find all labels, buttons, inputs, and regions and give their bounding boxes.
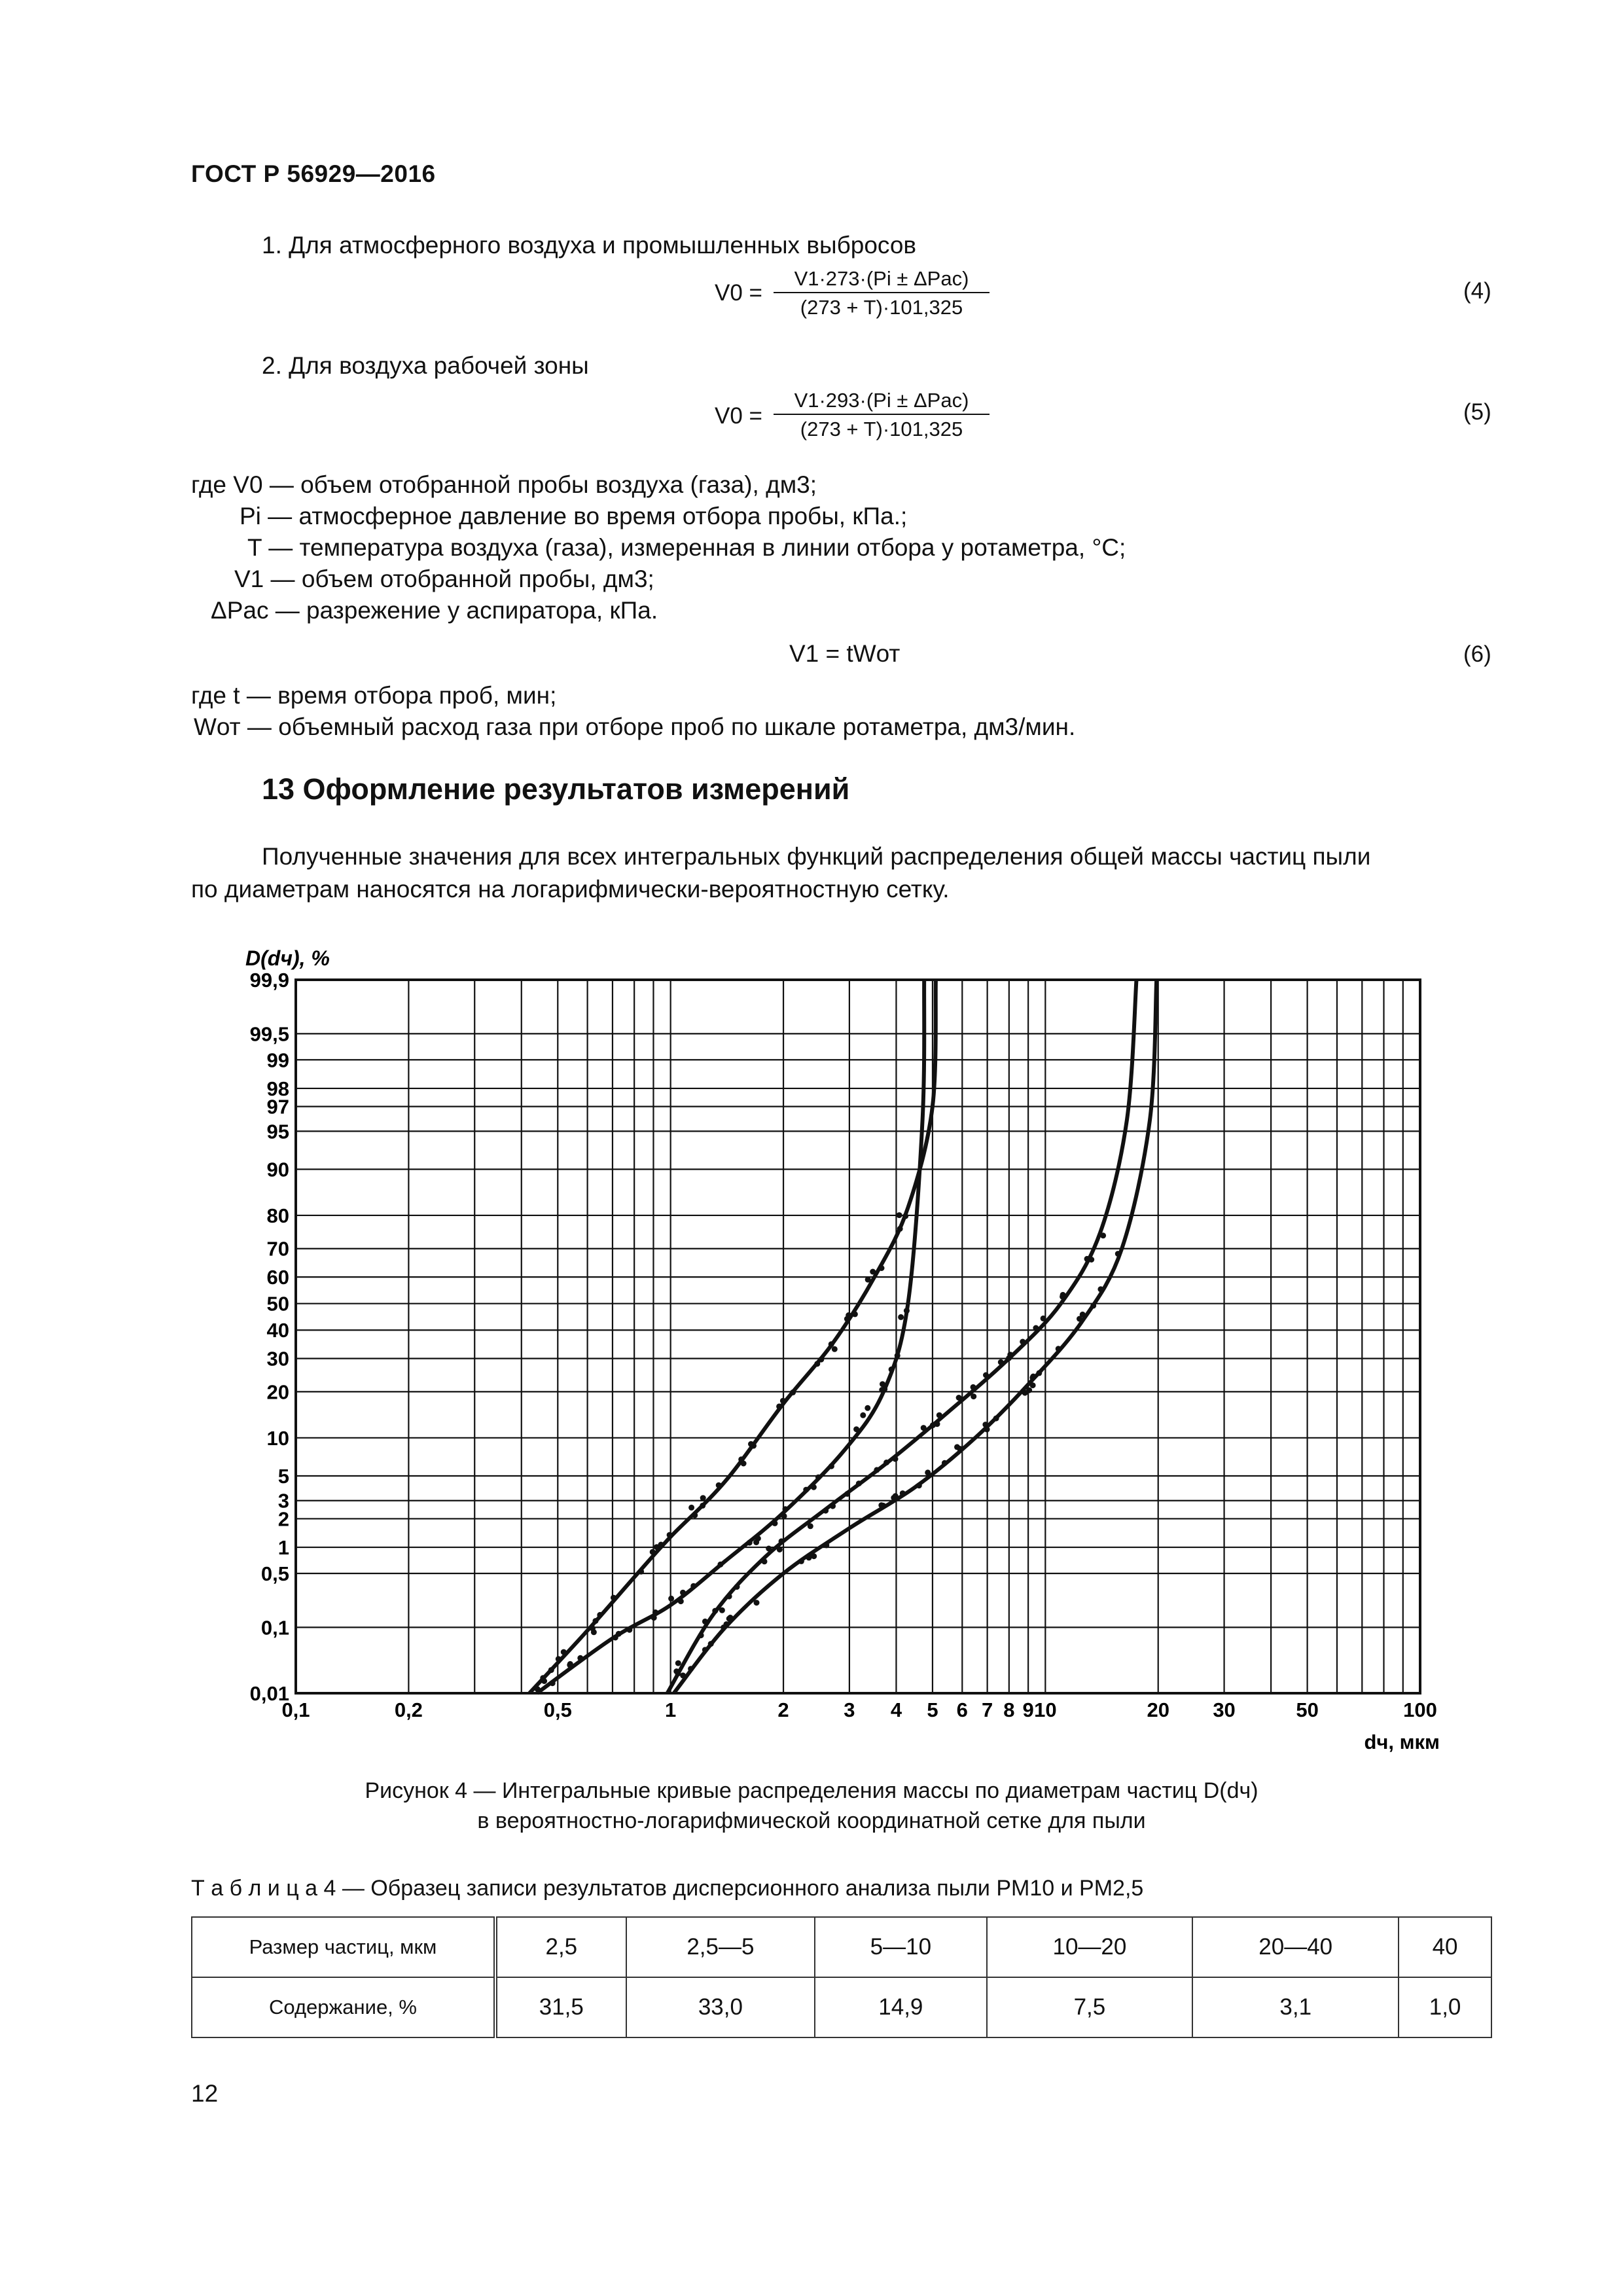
data-point (916, 1482, 922, 1488)
y-tick-label: 60 (266, 1266, 289, 1289)
data-point (777, 1547, 783, 1552)
data-point (829, 1463, 834, 1469)
data-point (897, 1212, 902, 1218)
content-cell: 33,0 (626, 1977, 815, 2037)
data-point (680, 1672, 686, 1678)
x-tick-label: 5 (927, 1698, 938, 1721)
series-line-curve-2 (537, 980, 925, 1693)
data-point (814, 1361, 820, 1367)
paragraph-line-2: по диаметрам наносятся на логарифмически-вероятностную сетку. (191, 876, 950, 903)
data-point (823, 1508, 829, 1514)
data-point (548, 1667, 554, 1673)
data-point (724, 1621, 730, 1627)
data-point (984, 1427, 990, 1433)
y-tick-label: 0,5 (260, 1562, 289, 1586)
data-point (702, 1619, 708, 1624)
data-point (590, 1625, 596, 1631)
data-point (865, 1405, 870, 1411)
y-tick-label: 10 (266, 1426, 289, 1450)
data-point (809, 1552, 815, 1558)
data-point (883, 1460, 889, 1465)
data-point (956, 1395, 962, 1401)
x-tick-label: 30 (1213, 1698, 1236, 1721)
data-point (898, 1314, 904, 1320)
formula5-denominator: (273 + T)·101,325 (800, 418, 963, 440)
data-point (650, 1549, 656, 1555)
data-point (865, 1277, 871, 1283)
data-point (741, 1461, 747, 1467)
x-tick-label: 0,2 (394, 1698, 423, 1721)
data-point (611, 1595, 616, 1601)
data-point (567, 1662, 573, 1668)
y-tick-label: 98 (266, 1077, 289, 1100)
y-tick-label: 70 (266, 1237, 289, 1261)
formula4-numerator: V1·273·(Pi ± ΔPас) (774, 267, 990, 293)
content-cell: 7,5 (987, 1977, 1193, 2037)
formula4-number: (4) (1463, 278, 1491, 304)
size-cell: 2,5—5 (626, 1917, 815, 1977)
size-cell: 2,5 (495, 1917, 626, 1977)
data-point (1077, 1316, 1082, 1322)
data-point (1100, 1232, 1106, 1238)
data-point (658, 1542, 664, 1548)
data-point (853, 1426, 859, 1432)
x-tick-label: 0,1 (281, 1698, 310, 1721)
content-cell: 1,0 (1399, 1977, 1491, 2037)
y-tick-label: 90 (266, 1158, 289, 1181)
data-point (1115, 1251, 1121, 1257)
data-point (815, 1475, 821, 1480)
y-tick-label: 95 (266, 1120, 289, 1143)
y-tick-label: 99 (266, 1049, 289, 1072)
data-point (747, 1540, 753, 1546)
data-point (878, 1502, 884, 1508)
data-point (823, 1543, 829, 1549)
data-point (688, 1505, 694, 1511)
data-point (690, 1583, 696, 1589)
data-point (667, 1532, 673, 1538)
data-point (790, 1390, 796, 1395)
data-point (874, 1467, 880, 1473)
y-tick-label: 97 (266, 1095, 289, 1119)
data-point (832, 1346, 838, 1352)
data-point (844, 1491, 850, 1497)
data-point (734, 1584, 740, 1590)
y-axis-label: D(dч), % (245, 946, 330, 970)
section-title: 13 Оформление результатов измерений (262, 772, 850, 806)
data-point (971, 1384, 976, 1390)
y-tick-label: 99,5 (249, 1022, 289, 1046)
data-point (556, 1656, 562, 1662)
data-point (893, 1456, 899, 1462)
x-tick-label: 7 (982, 1698, 993, 1721)
where-pi: Pi — атмосферное давление во время отбора пробы, кПа.; (240, 503, 908, 529)
data-point (846, 1312, 851, 1318)
content-cell: 31,5 (495, 1977, 626, 2037)
y-tick-label: 80 (266, 1204, 289, 1227)
data-point (700, 1495, 706, 1501)
data-point (678, 1598, 684, 1604)
x-tick-label: 6 (956, 1698, 968, 1721)
x-tick-label: 1 (665, 1698, 677, 1721)
formula5-numerator: V1·293·(Pi ± ΔPас) (774, 389, 990, 415)
data-point (688, 1666, 694, 1672)
y-tick-label: 99,9 (249, 969, 289, 992)
where-t2: где t — время отбора проб, мин; (191, 682, 557, 709)
y-tick-label: 3 (277, 1489, 289, 1513)
data-point (1090, 1302, 1096, 1308)
where-v0: где V0 — объем отобранной пробы воздуха (газа), дм3; (191, 471, 817, 498)
x-tick-label: 20 (1147, 1698, 1169, 1721)
size-cell: 40 (1399, 1917, 1491, 1977)
data-point (638, 1569, 644, 1575)
data-point (541, 1678, 547, 1684)
data-point (971, 1393, 976, 1399)
y-tick-label: 40 (266, 1319, 289, 1342)
y-tick-label: 1 (277, 1536, 289, 1560)
data-point (1060, 1292, 1066, 1298)
data-point (712, 1608, 718, 1614)
size-cell: 10—20 (987, 1917, 1193, 1977)
formula5-number: (5) (1463, 399, 1491, 425)
table-row (192, 1917, 1491, 1977)
data-point (904, 1308, 910, 1314)
data-point (893, 1493, 899, 1499)
data-point (897, 1226, 903, 1232)
y-tick-label: 0,01 (249, 1682, 289, 1705)
formula4-intro: 1. Для атмосферного воздуха и промышленных выбросов (262, 232, 917, 259)
data-point (1041, 1316, 1046, 1321)
data-point (613, 1635, 618, 1641)
data-point (860, 1412, 866, 1418)
formula6: V1 = tWот (789, 640, 901, 667)
data-point (1030, 1382, 1036, 1388)
data-point (902, 1213, 908, 1219)
data-point (698, 1632, 704, 1638)
data-point (772, 1520, 778, 1526)
x-tick-label: 100 (1403, 1698, 1437, 1721)
data-point (889, 1367, 895, 1372)
data-point (1030, 1374, 1036, 1380)
data-point (900, 1490, 906, 1496)
series-line-curve-1 (529, 980, 936, 1693)
data-point (748, 1441, 754, 1447)
data-point (895, 1353, 901, 1359)
y-tick-label: 20 (266, 1380, 289, 1404)
data-point (708, 1641, 714, 1647)
data-point (808, 1523, 813, 1529)
size-cell: 20—40 (1192, 1917, 1399, 1977)
formula5-intro: 2. Для воздуха рабочей зоны (262, 352, 589, 379)
data-point (652, 1609, 658, 1615)
x-tick-label: 2 (777, 1698, 789, 1721)
x-tick-label: 0,5 (543, 1698, 572, 1721)
data-point (803, 1487, 809, 1493)
results-table (191, 1916, 1492, 2038)
y-tick-label: 0,1 (260, 1616, 289, 1640)
paragraph-line-1: Полученные значения для всех интегральных функций распределения общей массы частиц пыли (262, 843, 1371, 870)
plot-frame (296, 980, 1420, 1693)
data-point (680, 1590, 686, 1596)
page-number: 12 (191, 2080, 219, 2107)
row-label-size: Размер частиц, мкм (192, 1917, 495, 1977)
series-line-curve-4 (674, 980, 1157, 1693)
data-point (597, 1612, 603, 1618)
data-point (983, 1372, 989, 1378)
data-point (702, 1647, 708, 1653)
data-point (781, 1513, 787, 1519)
data-point (753, 1539, 759, 1545)
formula4-denominator: (273 + T)·101,325 (800, 296, 963, 319)
data-point (998, 1359, 1004, 1365)
figure-caption-line-1: Рисунок 4 — Интегральные кривые распределения массы по диаметрам частиц D(dч) (365, 1778, 1258, 1803)
data-point (925, 1469, 931, 1475)
data-point (936, 1412, 942, 1418)
y-tick-label: 5 (277, 1464, 289, 1488)
data-point (829, 1341, 834, 1347)
data-point (880, 1381, 885, 1387)
data-point (1036, 1370, 1042, 1376)
data-point (1097, 1286, 1103, 1292)
data-point (762, 1558, 768, 1564)
data-point (700, 1503, 705, 1509)
where-w: Wот — объемный расход газа при отборе проб по шкале ротаметра, дм3/мин. (194, 713, 1076, 740)
data-point (993, 1416, 999, 1422)
data-point (1056, 1346, 1061, 1352)
x-tick-label: 10 (1034, 1698, 1057, 1721)
data-point (776, 1403, 782, 1409)
y-tick-label: 30 (266, 1347, 289, 1371)
data-point (651, 1615, 657, 1621)
data-point (783, 1506, 789, 1512)
data-point (779, 1538, 785, 1544)
data-point (1084, 1256, 1090, 1262)
y-tick-label: 2 (277, 1507, 289, 1531)
x-tick-label: 8 (1003, 1698, 1015, 1721)
data-point (668, 1596, 674, 1602)
formula4-lhs: V0 = (715, 280, 762, 306)
data-point (852, 1311, 858, 1317)
table-row (192, 1977, 1491, 2037)
where-t: T — температура воздуха (газа), измеренная в линии отбора у ротаметра, °С; (247, 534, 1126, 561)
data-point (811, 1484, 817, 1490)
data-point (957, 1446, 963, 1452)
data-point (935, 1421, 940, 1427)
data-point (921, 1425, 927, 1431)
data-point (830, 1503, 836, 1509)
data-point (879, 1387, 885, 1393)
x-axis-label: dч, мкм (1364, 1731, 1440, 1753)
content-cell: 3,1 (1192, 1977, 1399, 2037)
data-point (1020, 1339, 1026, 1345)
data-point (717, 1562, 723, 1568)
data-point (561, 1649, 567, 1655)
data-point (577, 1655, 583, 1661)
data-point (727, 1615, 733, 1621)
formula6-number: (6) (1463, 641, 1491, 667)
content-cell: 14,9 (815, 1977, 986, 2037)
data-point (1033, 1325, 1039, 1331)
data-point (726, 1594, 732, 1600)
figure-caption-line-2: в вероятностно-логарифмической координатной сетке для пыли (477, 1808, 1146, 1833)
data-point (856, 1480, 862, 1486)
data-point (780, 1398, 786, 1404)
data-point (626, 1627, 632, 1633)
where-dp: ΔPас — разрежение у аспиратора, кПа. (211, 597, 658, 624)
data-point (716, 1482, 722, 1488)
data-point (942, 1460, 948, 1466)
data-point (550, 1680, 556, 1686)
data-point (692, 1513, 698, 1518)
document-header: ГОСТ Р 56929—2016 (191, 160, 436, 187)
data-point (719, 1607, 725, 1613)
data-point (798, 1558, 804, 1564)
size-cell: 5—10 (815, 1917, 986, 1977)
data-point (754, 1600, 760, 1605)
data-point (766, 1546, 772, 1552)
data-point (1007, 1352, 1013, 1357)
data-point (673, 1668, 679, 1674)
data-point (593, 1618, 599, 1624)
y-tick-label: 50 (266, 1292, 289, 1316)
data-point (675, 1660, 681, 1666)
row-label-content: Содержание, % (192, 1977, 495, 2037)
data-point (879, 1265, 885, 1271)
data-point (870, 1269, 876, 1275)
x-tick-label: 3 (844, 1698, 855, 1721)
x-tick-label: 9 (1022, 1698, 1034, 1721)
table-caption: Т а б л и ц а 4 — Образец записи результатов дисперсионного анализа пыли PM10 и PM2,5 (191, 1876, 1144, 1901)
formula5-lhs: V0 = (715, 403, 762, 429)
where-v1: V1 — объем отобранной пробы, дм3; (234, 565, 654, 592)
data-point (1022, 1390, 1028, 1396)
x-tick-label: 50 (1296, 1698, 1319, 1721)
x-tick-label: 4 (890, 1698, 902, 1721)
